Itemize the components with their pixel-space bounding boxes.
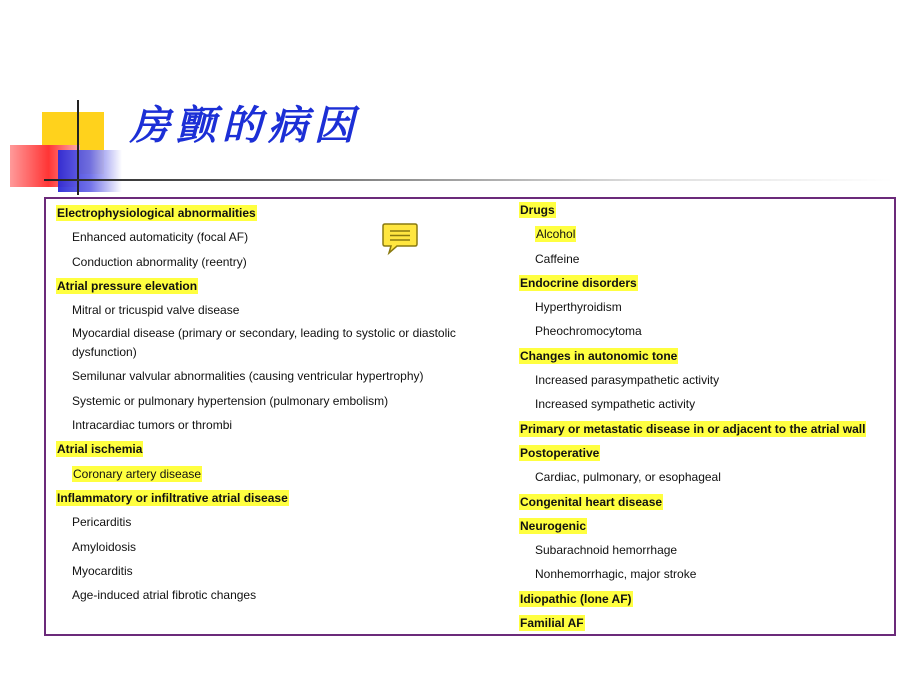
cause-text: Inflammatory or infiltrative atrial disease bbox=[57, 490, 288, 505]
decor-blue-bar bbox=[58, 150, 122, 192]
cause-text: Changes in autonomic tone bbox=[520, 348, 678, 363]
cause-item bbox=[519, 540, 909, 564]
cause-item bbox=[56, 252, 506, 276]
cause-category bbox=[519, 613, 909, 637]
cause-category bbox=[519, 200, 909, 224]
cause-item bbox=[56, 366, 506, 390]
cause-text: Semilunar valvular abnormalities (causing ventricular hypertrophy) bbox=[72, 369, 424, 384]
cause-category bbox=[519, 346, 909, 370]
cause-category bbox=[519, 419, 909, 443]
cause-item bbox=[56, 415, 506, 439]
cause-item bbox=[56, 585, 506, 609]
cause-category bbox=[56, 439, 506, 463]
cause-item bbox=[519, 249, 909, 273]
cause-text: Hyperthyroidism bbox=[535, 300, 622, 315]
cause-category bbox=[519, 443, 909, 467]
cause-category bbox=[56, 276, 506, 300]
cause-text: Myocarditis bbox=[72, 563, 133, 578]
cause-category bbox=[56, 203, 506, 227]
cause-text: Pheochromocytoma bbox=[535, 324, 642, 339]
cause-category bbox=[519, 492, 909, 516]
cause-item bbox=[56, 537, 506, 561]
cause-text: Primary or metastatic disease in or adjacent to the atrial wall bbox=[520, 421, 866, 436]
cause-text: Nonhemorrhagic, major stroke bbox=[535, 567, 697, 582]
cause-text: Atrial pressure elevation bbox=[57, 278, 198, 293]
cause-item bbox=[56, 227, 506, 251]
cause-category bbox=[56, 488, 506, 512]
cause-text: Systemic or pulmonary hypertension (pulmonary embolism) bbox=[72, 393, 389, 408]
cause-item bbox=[56, 324, 506, 366]
cause-text: Mitral or tricuspid valve disease bbox=[72, 303, 240, 318]
cause-text: Coronary artery disease bbox=[73, 466, 202, 481]
cause-text: Intracardiac tumors or thrombi bbox=[72, 418, 233, 433]
cause-item bbox=[519, 224, 909, 248]
cause-text: Conduction abnormality (reentry) bbox=[72, 254, 247, 269]
cause-text: Pericarditis bbox=[72, 515, 132, 530]
cause-text: Familial AF bbox=[520, 616, 584, 631]
cause-category bbox=[519, 589, 909, 613]
cause-item bbox=[56, 512, 506, 536]
cause-text: Myocardial disease (primary or secondary, leading to systolic or diastolic dysfunction) bbox=[72, 326, 456, 360]
cause-item bbox=[56, 561, 506, 585]
right-cause-list bbox=[519, 200, 909, 637]
left-cause-list bbox=[56, 203, 506, 609]
cause-text: Alcohol bbox=[536, 227, 576, 242]
cause-text: Idiopathic (lone AF) bbox=[520, 591, 632, 606]
cause-text: Caffeine bbox=[535, 251, 580, 266]
cause-item bbox=[519, 394, 909, 418]
cause-text: Endocrine disorders bbox=[520, 275, 637, 290]
cause-item bbox=[56, 391, 506, 415]
cause-text: Cardiac, pulmonary, or esophageal bbox=[535, 470, 721, 485]
cause-text: Neurogenic bbox=[520, 518, 587, 533]
cause-item bbox=[519, 564, 909, 588]
cause-text: Drugs bbox=[520, 203, 555, 217]
cause-item bbox=[519, 370, 909, 394]
cause-text: Increased parasympathetic activity bbox=[535, 373, 720, 388]
cause-text: Postoperative bbox=[520, 445, 600, 460]
cause-item bbox=[56, 300, 506, 324]
cause-item bbox=[519, 467, 909, 491]
cause-text: Age-induced atrial fibrotic changes bbox=[72, 588, 257, 603]
cause-category bbox=[519, 516, 909, 540]
cause-text: Increased sympathetic activity bbox=[535, 397, 696, 412]
cause-text: Amyloidosis bbox=[72, 539, 137, 554]
cause-item bbox=[519, 297, 909, 321]
cause-text: Subarachnoid hemorrhage bbox=[535, 543, 678, 558]
cause-text: Enhanced automaticity (focal AF) bbox=[72, 230, 249, 245]
comment-note-icon[interactable] bbox=[381, 222, 419, 256]
slide-title: 房颤的病因 bbox=[130, 102, 360, 149]
cause-text: Congenital heart disease bbox=[520, 494, 663, 509]
cause-item bbox=[56, 464, 506, 488]
cause-category bbox=[519, 273, 909, 297]
cause-text: Electrophysiological abnormalities bbox=[57, 206, 256, 220]
cause-item bbox=[519, 321, 909, 345]
decor-title-underline bbox=[44, 179, 894, 181]
cause-text: Atrial ischemia bbox=[57, 442, 143, 457]
